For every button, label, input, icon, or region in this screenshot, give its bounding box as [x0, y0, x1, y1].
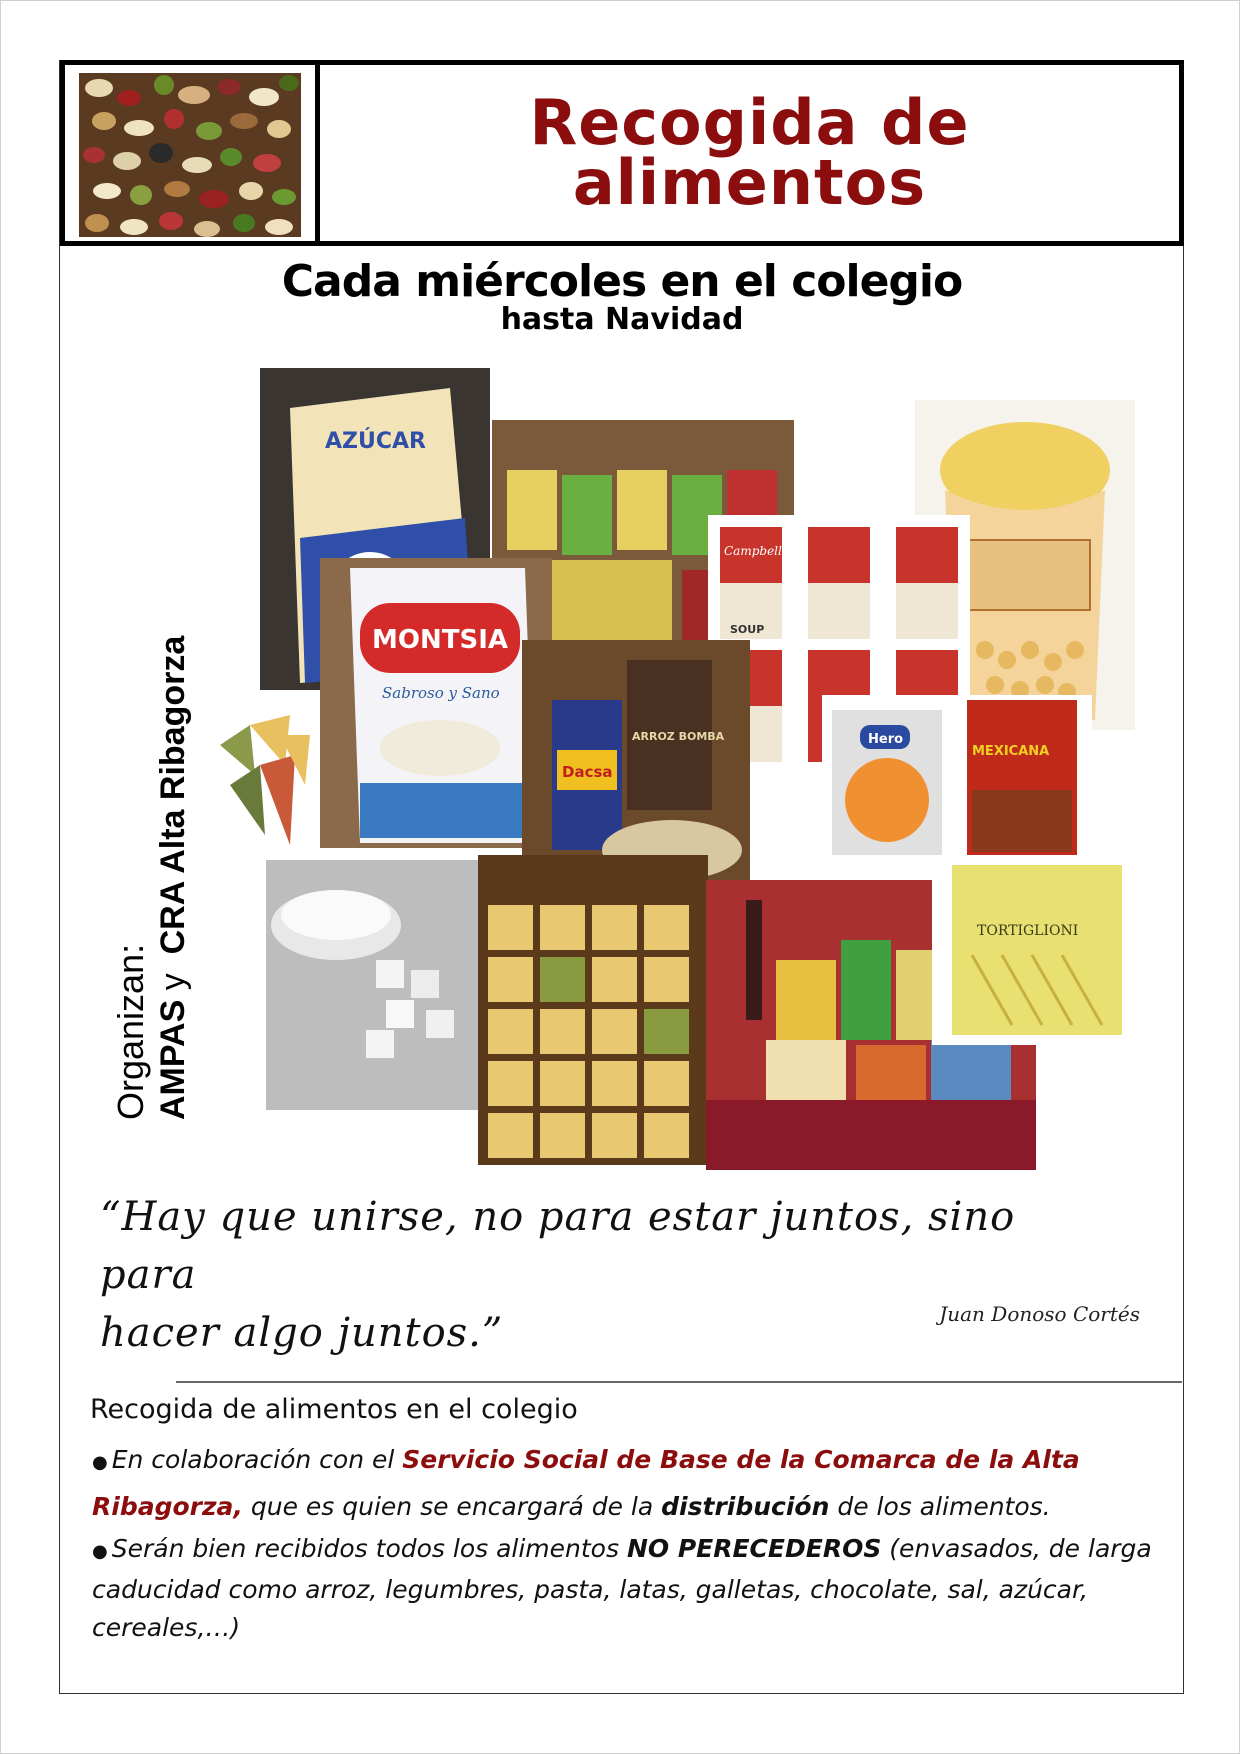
rice-brand-label: MONTSIA	[372, 625, 508, 655]
bullet1-distribution: distribución	[661, 1492, 830, 1521]
organizers-and: y	[154, 973, 192, 991]
tortiglioni-photo	[932, 855, 1140, 1045]
pasta-shapes-photo	[210, 705, 320, 870]
food-collage	[210, 360, 1140, 1180]
ampas-name: AMPAS	[154, 999, 192, 1120]
tortiglioni-label: TORTIGLIONI	[977, 923, 1079, 939]
title-line-2: alimentos	[572, 146, 927, 219]
quote-line-1: “Hay que unirse, no para estar juntos, sino para	[100, 1194, 1016, 1298]
quote-text	[100, 1188, 1110, 1362]
info-heading: Recogida de alimentos en el colegio	[90, 1394, 578, 1425]
section-divider	[176, 1381, 1182, 1383]
dacsa-label: Dacsa	[562, 763, 613, 781]
mexicana-label: MEXICANA	[972, 744, 1050, 759]
bullet2-text-b: (envasados, de larga caducidad como arroz, legumbres, pasta, latas, galletas, chocolate, sal, azúcar, cereales,…)	[92, 1534, 1152, 1642]
page-title	[320, 65, 1179, 241]
quote-line-2: hacer algo juntos.”	[100, 1310, 504, 1356]
bullet1-text-b: que es quien se encargará de la	[242, 1492, 662, 1521]
subtitle-until: hasta Navidad	[500, 302, 744, 337]
organizers-label: Organizan:	[110, 943, 151, 1120]
hero-label: Hero	[868, 732, 904, 747]
montsia-rice-photo	[320, 558, 552, 848]
quote-author: Juan Donoso Cortés	[939, 1302, 1140, 1326]
bomba-label: ARROZ BOMBA	[632, 730, 725, 743]
bullet-dot-icon: ●	[92, 1541, 108, 1562]
bullet1-text-a: En colaboración con el	[111, 1445, 403, 1474]
soup-label: SOUP	[730, 623, 765, 636]
organizers-block	[110, 560, 200, 1120]
cra-name: CRA Alta Ribagorza	[154, 635, 192, 955]
soup-brand-label: Campbell's	[724, 544, 792, 558]
legumes-photo	[79, 73, 301, 237]
title-line-1: Recogida de	[529, 86, 970, 159]
rice-tagline: Sabroso y Sano	[382, 684, 500, 702]
organizers-names	[152, 560, 194, 1120]
bullet-dot-icon: ●	[92, 1452, 108, 1473]
info-bullet-collaboration	[92, 1438, 1152, 1529]
bullet1-text-c: de los alimentos.	[829, 1492, 1051, 1521]
bullet2-text-a: Serán bien recibidos todos los alimentos	[111, 1534, 627, 1563]
sugar-cubes-photo	[266, 860, 480, 1110]
bullet2-no-perecederos: NO PERECEDEROS	[626, 1534, 882, 1563]
sugar-label: AZÚCAR	[325, 429, 426, 454]
canned-fruit-beans-photo	[822, 695, 1092, 865]
subtitle-schedule: Cada miércoles en el colegio	[281, 256, 963, 307]
bullet1-service-name: Servicio Social de Base de la Comarca de la Alta Ribagorza,	[92, 1445, 1080, 1521]
dacsa-rice-photo	[522, 640, 750, 890]
info-bullet-accepted-foods	[92, 1530, 1152, 1647]
header-box	[60, 60, 1184, 246]
pasta-boxes-photo	[478, 855, 708, 1165]
